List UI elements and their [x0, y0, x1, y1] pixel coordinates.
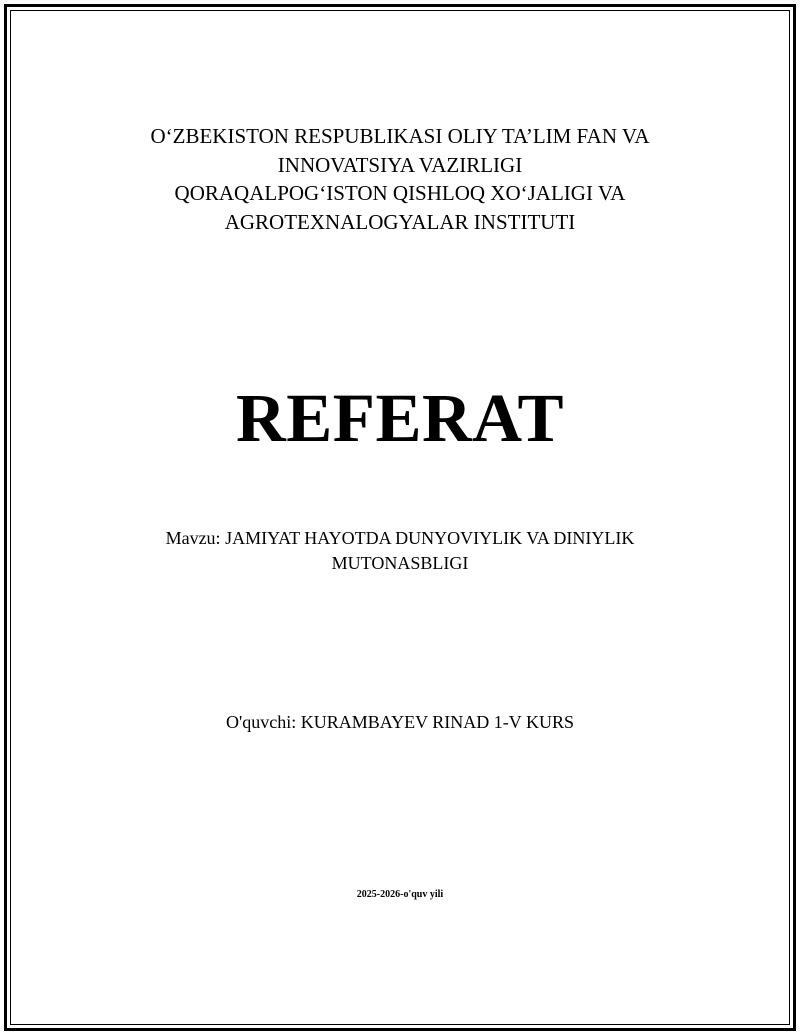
- institution-header-line: AGROTEXNALOGYALAR INSTITUTI: [224, 209, 576, 234]
- topic-section: [0, 526, 800, 575]
- topic-line: Mavzu: JAMIYAT HAYOTDA DUNYOVIYLIK VA DINIYLIK: [165, 528, 635, 548]
- institution-header-line: O‘ZBEKISTON RESPUBLIKASI OLIY TA’LIM FAN VA: [150, 124, 650, 148]
- academic-year: 2025-2026-o'quv yili: [356, 889, 444, 900]
- document-title: REFERAT: [235, 380, 565, 456]
- institution-header-line: INNOVATSIYA VAZIRLIGI: [277, 152, 523, 177]
- student-info: O'quvchi: KURAMBAYEV RINAD 1-V KURS: [226, 712, 574, 732]
- topic-line: MUTONASBLIGI: [331, 552, 469, 573]
- institution-header: [0, 122, 800, 236]
- institution-header-line: QORAQALPOG‘ISTON QISHLOQ XO‘JALIGI VA: [174, 181, 626, 205]
